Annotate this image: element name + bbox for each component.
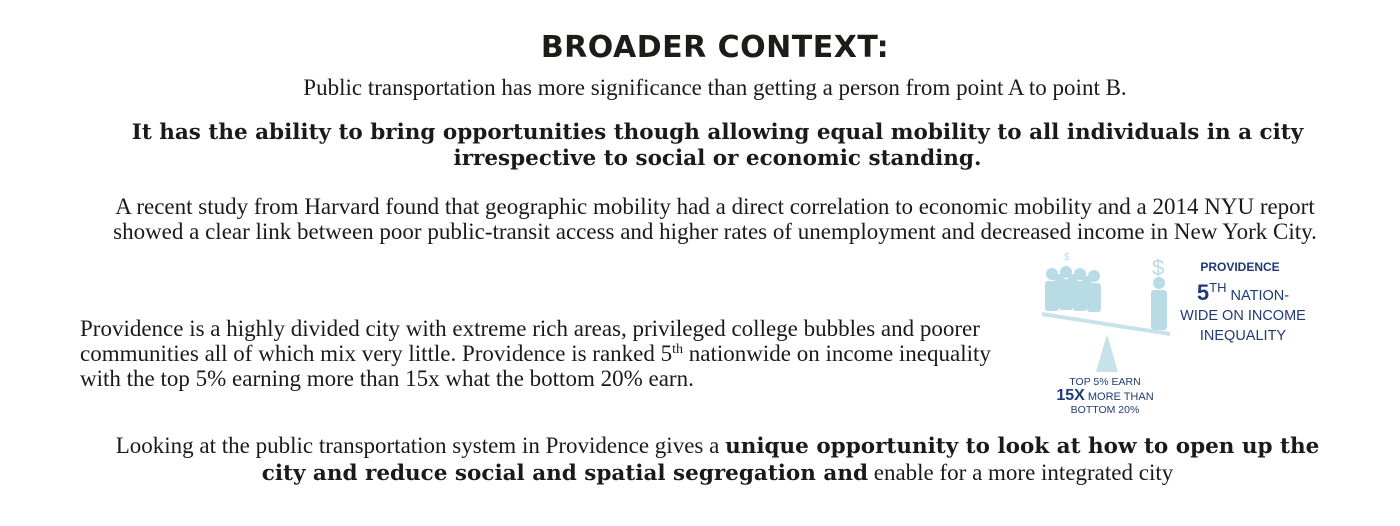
inequality-rank (1168, 278, 1318, 346)
earnings-line-1: TOP 5% EARN (1069, 376, 1141, 388)
person-icon (1151, 277, 1167, 330)
providence-text-start: Providence is a highly divided city with extreme rich areas, privileged college bubbles and poorer communities all of which mix very little. Providence is ranked 5 (80, 316, 980, 366)
closing-paragraph (95, 433, 1340, 487)
earnings-ratio (1040, 376, 1170, 417)
closing-emphasis: unique opportunity to look at how to open up the city and reduce social and spatial segregation and (261, 434, 1320, 486)
intro-paragraph: Public transportation has more significance than getting a person from point A to point B. (303, 75, 1127, 100)
rank-line-1: NATION- (1226, 288, 1290, 304)
providence-text-end: nationwide on income inequality with the top 5% earning more than 15x what the bottom 20% earn. (80, 341, 991, 391)
closing-text-end: enable for a more integrated city (867, 460, 1174, 485)
crowd-icon (1045, 266, 1101, 312)
seesaw-beam (1042, 312, 1170, 336)
earnings-multiplier: 15X (1056, 387, 1085, 404)
seesaw-fulcrum (1096, 334, 1118, 372)
dollar-small-icon: $ (1064, 252, 1070, 263)
rank-suffix: TH (1209, 280, 1227, 295)
ordinal-suffix: th (672, 342, 684, 357)
infographic-heading: PROVIDENCE (1200, 260, 1280, 274)
earnings-line-2: MORE THAN (1084, 391, 1154, 403)
inequality-seesaw-graphic (1030, 250, 1180, 380)
providence-paragraph (80, 316, 1015, 391)
study-paragraph: A recent study from Harvard found that geographic mobility had a direct correlation to economic mobility and a 2014 NYU report showed a clear link between poor public-transit access and higher rates of unemployment and decreased income in New York City. (113, 194, 1317, 244)
page-title: BROADER CONTEXT: (540, 30, 890, 65)
rank-line-2: WIDE ON INCOME (1180, 308, 1306, 324)
rank-number: 5 (1196, 280, 1210, 305)
earnings-line-3: BOTTOM 20% (1070, 404, 1140, 416)
dollar-large-icon: $ (1152, 255, 1165, 280)
rank-line-3: INEQUALITY (1199, 328, 1287, 344)
closing-text-start: Looking at the public transportation system in Providence gives a (115, 433, 726, 458)
emphasis-paragraph: It has the ability to bring opportunities though allowing equal mobility to all individuals in a city irrespective to social or economic standing. (131, 120, 1304, 171)
